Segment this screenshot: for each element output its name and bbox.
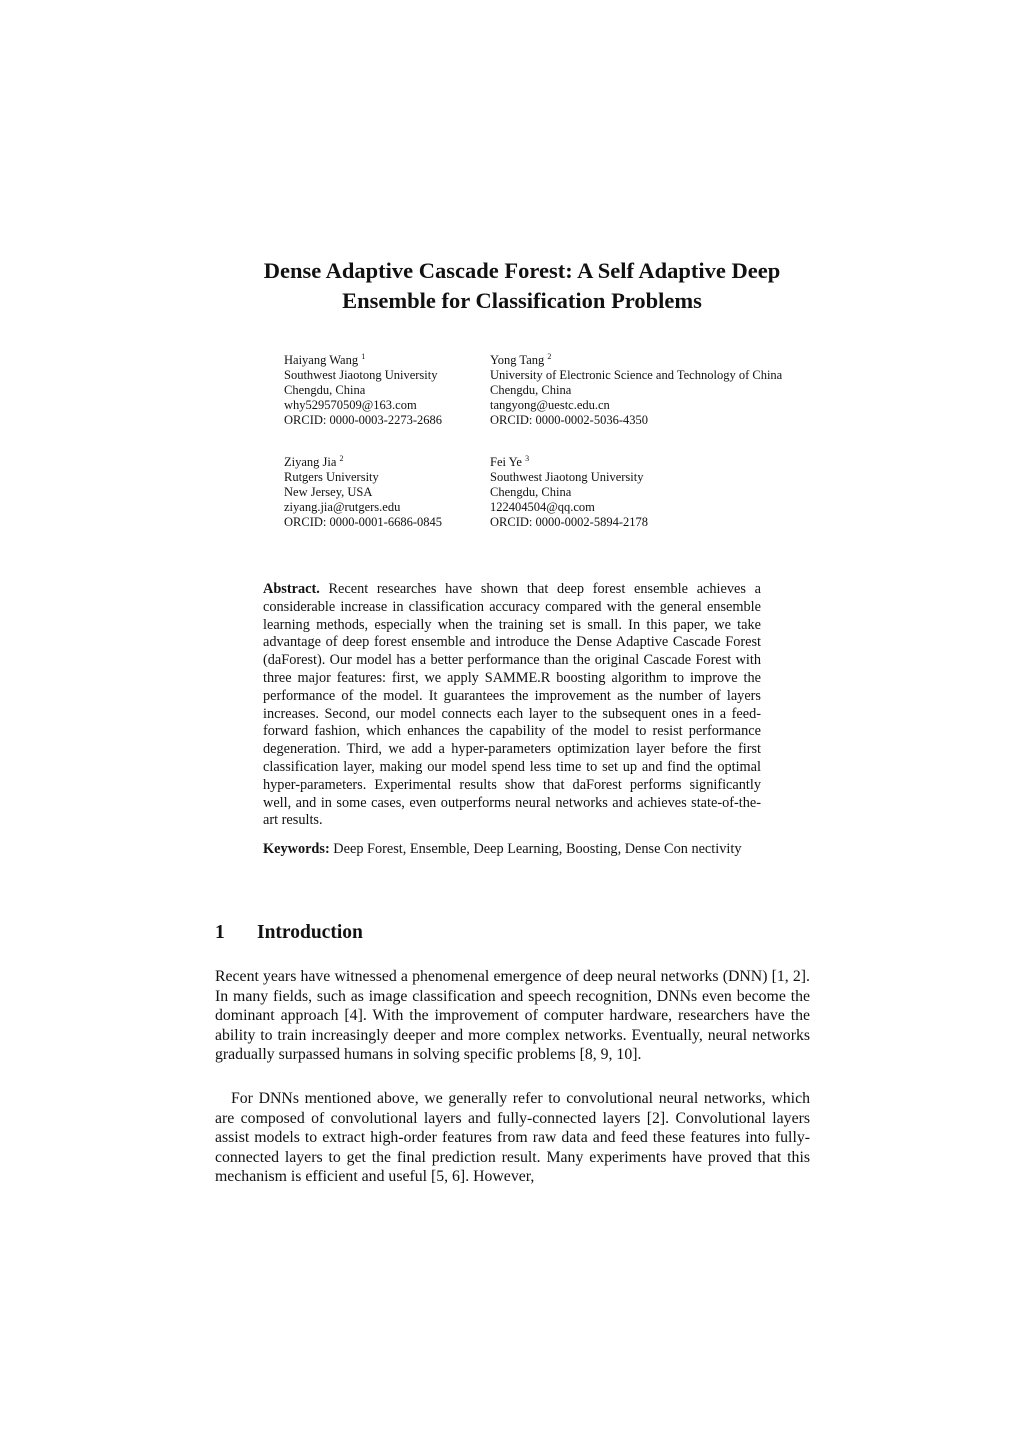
author-name: Ziyang Jia $^2$ bbox=[284, 453, 344, 469]
body-paragraph: Recent years have witnessed a phenomenal emergence of deep neural networks (DNN) [1, 2]. In many fields, such as image classification and speech recognition, DNNs even become the dominant approach [4]. With the improvement of computer hardware, researchers have the ability to train increasingly deeper and more complex networks. Eventually, neural networks gradually surpassed humans in solving specific problems [8, 9, 10]. bbox=[215, 968, 810, 1064]
keywords-label: Keywords: bbox=[263, 841, 330, 857]
section-title: Introduction bbox=[257, 922, 363, 943]
author-block bbox=[284, 455, 442, 530]
author-orcid: ORCID: 0000-0002-5036-4350 bbox=[490, 413, 648, 427]
title-line-1: Dense Adaptive Cascade Forest: A Self Adaptive Deep bbox=[263, 258, 781, 283]
author-affiliation: Rutgers University bbox=[284, 470, 379, 484]
author-email: 122404504@qq.com bbox=[490, 500, 595, 514]
author-affiliation: University of Electronic Science and Technology of China bbox=[490, 368, 783, 382]
abstract-text: Recent researches have shown that deep forest ensemble achieves a considerable increase in classification accuracy compared with the general ensemble learning methods, especially when the training set is small. In this paper, we take advantage of deep forest ensemble and introduce the Dense Adaptive Cascade Forest (daForest). Our model has a better performance than the original Cascade Forest with three major features: first, we apply SAMME.R boosting algorithm to improve the performance of the model. It guarantees the improvement as the number of layers increases. Second, our model connects each layer to the subsequent ones in a feed-forward fashion, which enhances the capability of the model to resist performance degeneration. Third, we add a hyper-parameters optimization layer before the first classification layer, making our model spend less time to set up and find the optimal hyper-parameters. Experimental results show that daForest performs significantly well, and in some cases, even outperforms neural networks and achieves state-of-the-art results. bbox=[263, 581, 761, 829]
keywords bbox=[263, 841, 761, 859]
author-name: Fei Ye $^3$ bbox=[490, 453, 530, 469]
affiliation-marker: 2 bbox=[547, 351, 552, 361]
author-orcid: ORCID: 0000-0001-6686-0845 bbox=[284, 515, 442, 529]
affiliation-marker: 3 bbox=[525, 453, 530, 463]
section-heading bbox=[215, 921, 363, 945]
keywords-text: Deep Forest, Ensemble, Deep Learning, Boosting, Dense Con nectivity bbox=[333, 841, 742, 857]
author-location: Chengdu, China bbox=[284, 383, 366, 397]
author-location: Chengdu, China bbox=[490, 485, 572, 499]
abstract-label: Abstract. bbox=[263, 581, 320, 597]
author-name: Yong Tang $^2$ bbox=[490, 351, 552, 367]
author-orcid: ORCID: 0000-0002-5894-2178 bbox=[490, 515, 648, 529]
title-line-2: Ensemble for Classification Problems bbox=[342, 288, 702, 313]
abstract bbox=[263, 581, 761, 830]
affiliation-marker: 1 bbox=[361, 351, 366, 361]
author-block bbox=[490, 455, 648, 530]
author-block bbox=[284, 353, 442, 428]
author-affiliation: Southwest Jiaotong University bbox=[284, 368, 438, 382]
paper-title bbox=[160, 256, 884, 316]
author-orcid: ORCID: 0000-0003-2273-2686 bbox=[284, 413, 442, 427]
author-location: Chengdu, China bbox=[490, 383, 572, 397]
affiliation-marker: 2 bbox=[339, 453, 344, 463]
author-affiliation: Southwest Jiaotong University bbox=[490, 470, 644, 484]
author-name: Haiyang Wang $^1$ bbox=[284, 351, 366, 367]
author-block bbox=[490, 353, 782, 428]
author-email: ziyang.jia@rutgers.edu bbox=[284, 500, 401, 514]
body-paragraph: For DNNs mentioned above, we generally refer to convolutional neural networks, which are composed of convolutional layers and fully-connected layers [2]. Convolutional layers assist models to extract high-order features from raw data and feed these features into fully-connected layers to get the final prediction result. Many experiments have proved that this mechanism is efficient and useful [5, 6]. However, bbox=[215, 1090, 810, 1186]
section-number: 1 bbox=[215, 922, 225, 943]
author-location: New Jersey, USA bbox=[284, 485, 373, 499]
author-email: why529570509@163.com bbox=[284, 398, 417, 412]
author-email: tangyong@uestc.edu.cn bbox=[490, 398, 610, 412]
